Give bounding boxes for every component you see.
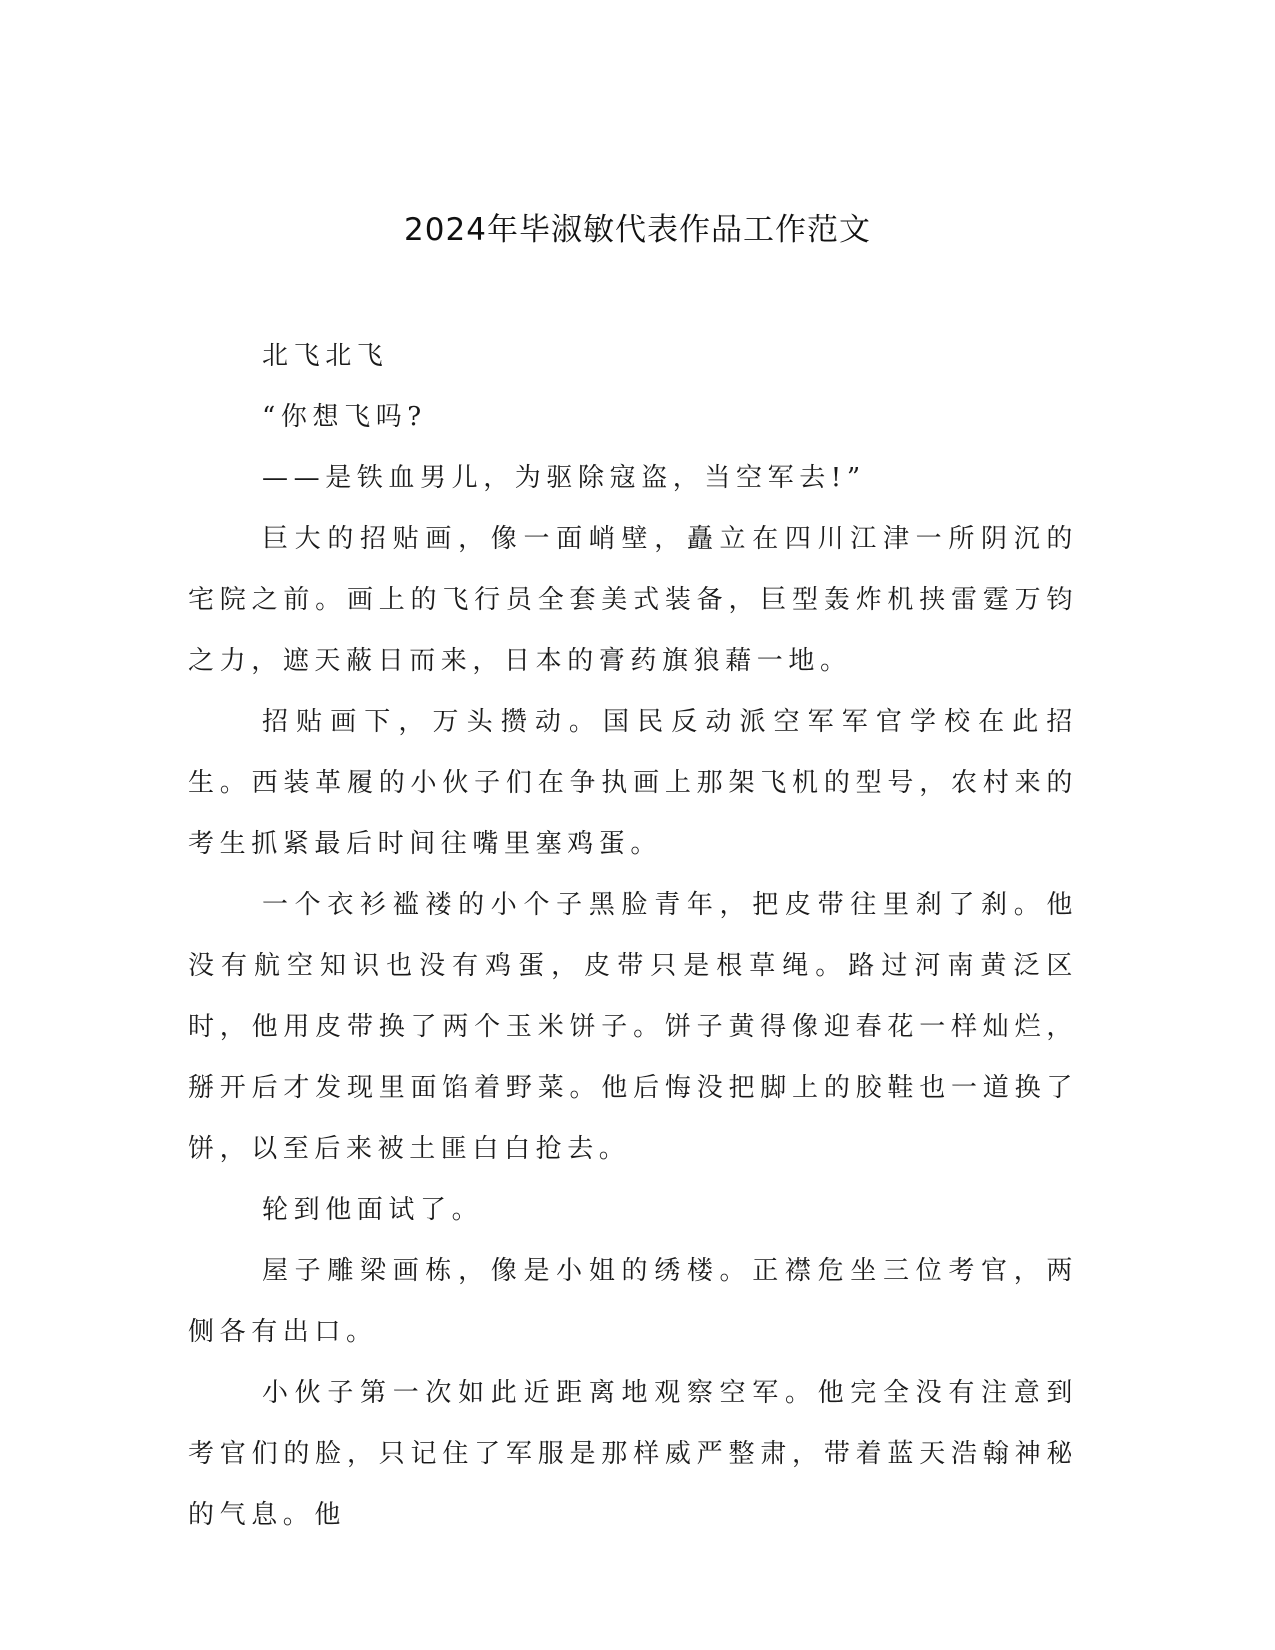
paragraph: 巨大的招贴画，像一面峭壁，矗立在四川江津一所阴沉的宅院之前。画上的飞行员全套美式装备，巨型轰炸机挟雷霆万钧之力，遮天蔽日而来，日本的膏药旗狼藉一地。 xyxy=(188,524,1078,676)
document-body xyxy=(188,326,1078,1546)
document-title: 2024年毕淑敏代表作品工作范文 xyxy=(404,212,871,248)
paragraph: 轮到他面试了。 xyxy=(262,1195,484,1225)
paragraph: 招贴画下，万头攒动。国民反动派空军军官学校在此招生。西装革履的小伙子们在争执画上那架飞机的型号，农村来的考生抓紧最后时间往嘴里塞鸡蛋。 xyxy=(188,707,1078,859)
paragraph: 一个衣衫褴褛的小个子黑脸青年，把皮带往里刹了刹。他没有航空知识也没有鸡蛋，皮带只是根草绳。路过河南黄泛区时，他用皮带换了两个玉米饼子。饼子黄得像迎春花一样灿烂，掰开后才发现里面馅着野菜。他后悔没把脚上的胶鞋也一道换了饼，以至后来被土匪白白抢去。 xyxy=(188,890,1078,1164)
paragraph-poster-slogan-2: ——是铁血男儿，为驱除寇盗，当空军去!” xyxy=(262,463,866,493)
paragraph-poster-slogan-1: “你想飞吗? xyxy=(262,402,427,432)
paragraph-section-heading: 北飞北飞 xyxy=(262,341,389,371)
paragraph: 小伙子第一次如此近距离地观察空军。他完全没有注意到考官们的脸，只记住了军服是那样威严整肃，带着蓝天浩翰神秘的气息。他 xyxy=(188,1378,1078,1530)
paragraph: 屋子雕梁画栋，像是小姐的绣楼。正襟危坐三位考官，两侧各有出口。 xyxy=(188,1256,1078,1347)
